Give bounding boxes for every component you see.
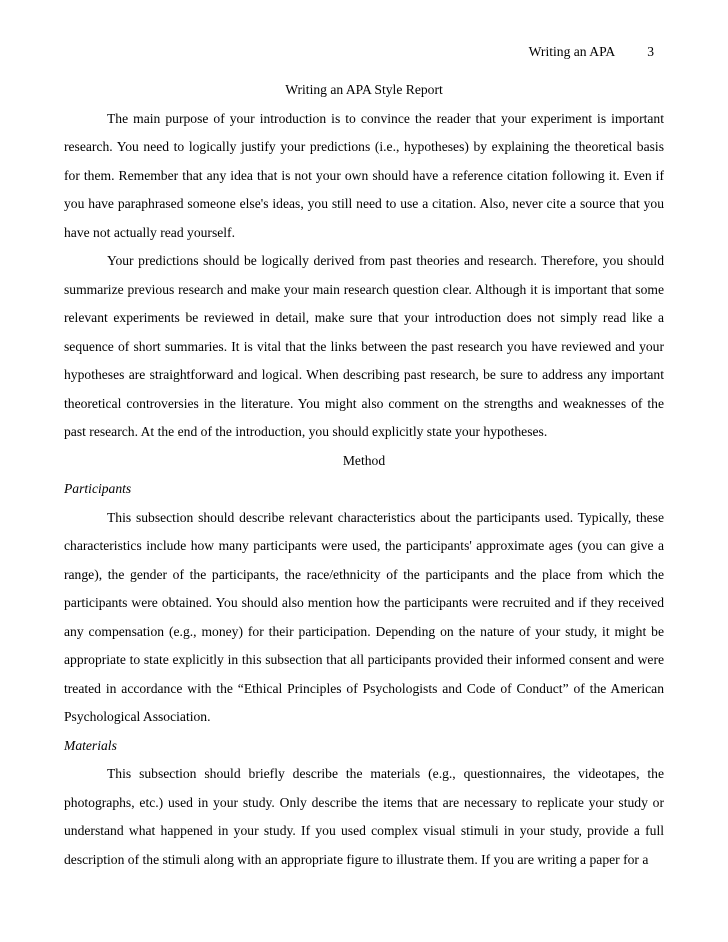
introduction-paragraph: Your predictions should be logically derived from past theories and research. Therefore, you should summarize previous research and make your main research question clear. Although it is important that some relevant experiments be reviewed in detail, make sure that your introduction does not simply read like a sequence of short summaries. It is vital that the links between the past research you have reviewed and your hypotheses are straightforward and logical. When describing past research, be sure to address any important theoretical controversies in the literature. You might also comment on the strengths and weaknesses of the past research. At the end of the introduction, you should explicitly state your hypotheses. [64,253,664,439]
running-head [529,44,654,60]
document-title: Writing an APA Style Report [285,82,443,97]
participants-paragraph: This subsection should describe relevant characteristics about the participants used. Typically, these characteristics include how many participants were used, the participants' approximate ages (you can give a range), the gender of the participants, the race/ethnicity of the participants and the place from which the participants were obtained. You should also mention how the participants were recruited and if they received any compensation (e.g., money) for their participation. Depending on the nature of your study, it might be appropriate to state explicitly in this subsection that all participants provided their informed consent and were treated in accordance with the “Ethical Principles of Psychologists and Code of Conduct” of the American Psychological Association. [64,509,664,724]
running-head-title: Writing an APA [528,44,616,59]
materials-heading: Materials [64,737,117,753]
materials-paragraph: This subsection should briefly describe the materials (e.g., questionnaires, the videotapes, the photographs, etc.) used in your study. Only describe the items that are necessary to replicate your study or understand what happened in your study. If you used complex visual stimuli in your study, provide a full description of the stimuli along with an appropriate figure to illustrate them. If you are writing a paper for a [64,766,664,867]
method-heading: Method [342,452,386,468]
document-body [64,76,664,874]
page-number: 3 [647,44,654,59]
participants-heading: Participants [64,481,132,496]
introduction-paragraph: The main purpose of your introduction is to convince the reader that your experiment is important research. You need to logically justify your predictions (i.e., hypotheses) by explaining the theoretical basis for them. Remember that any idea that is not your own should have a reference citation following it. Even if you have paraphrased someone else's ideas, you still need to use a citation. Also, never cite a source that you have not actually read yourself. [64,110,664,240]
